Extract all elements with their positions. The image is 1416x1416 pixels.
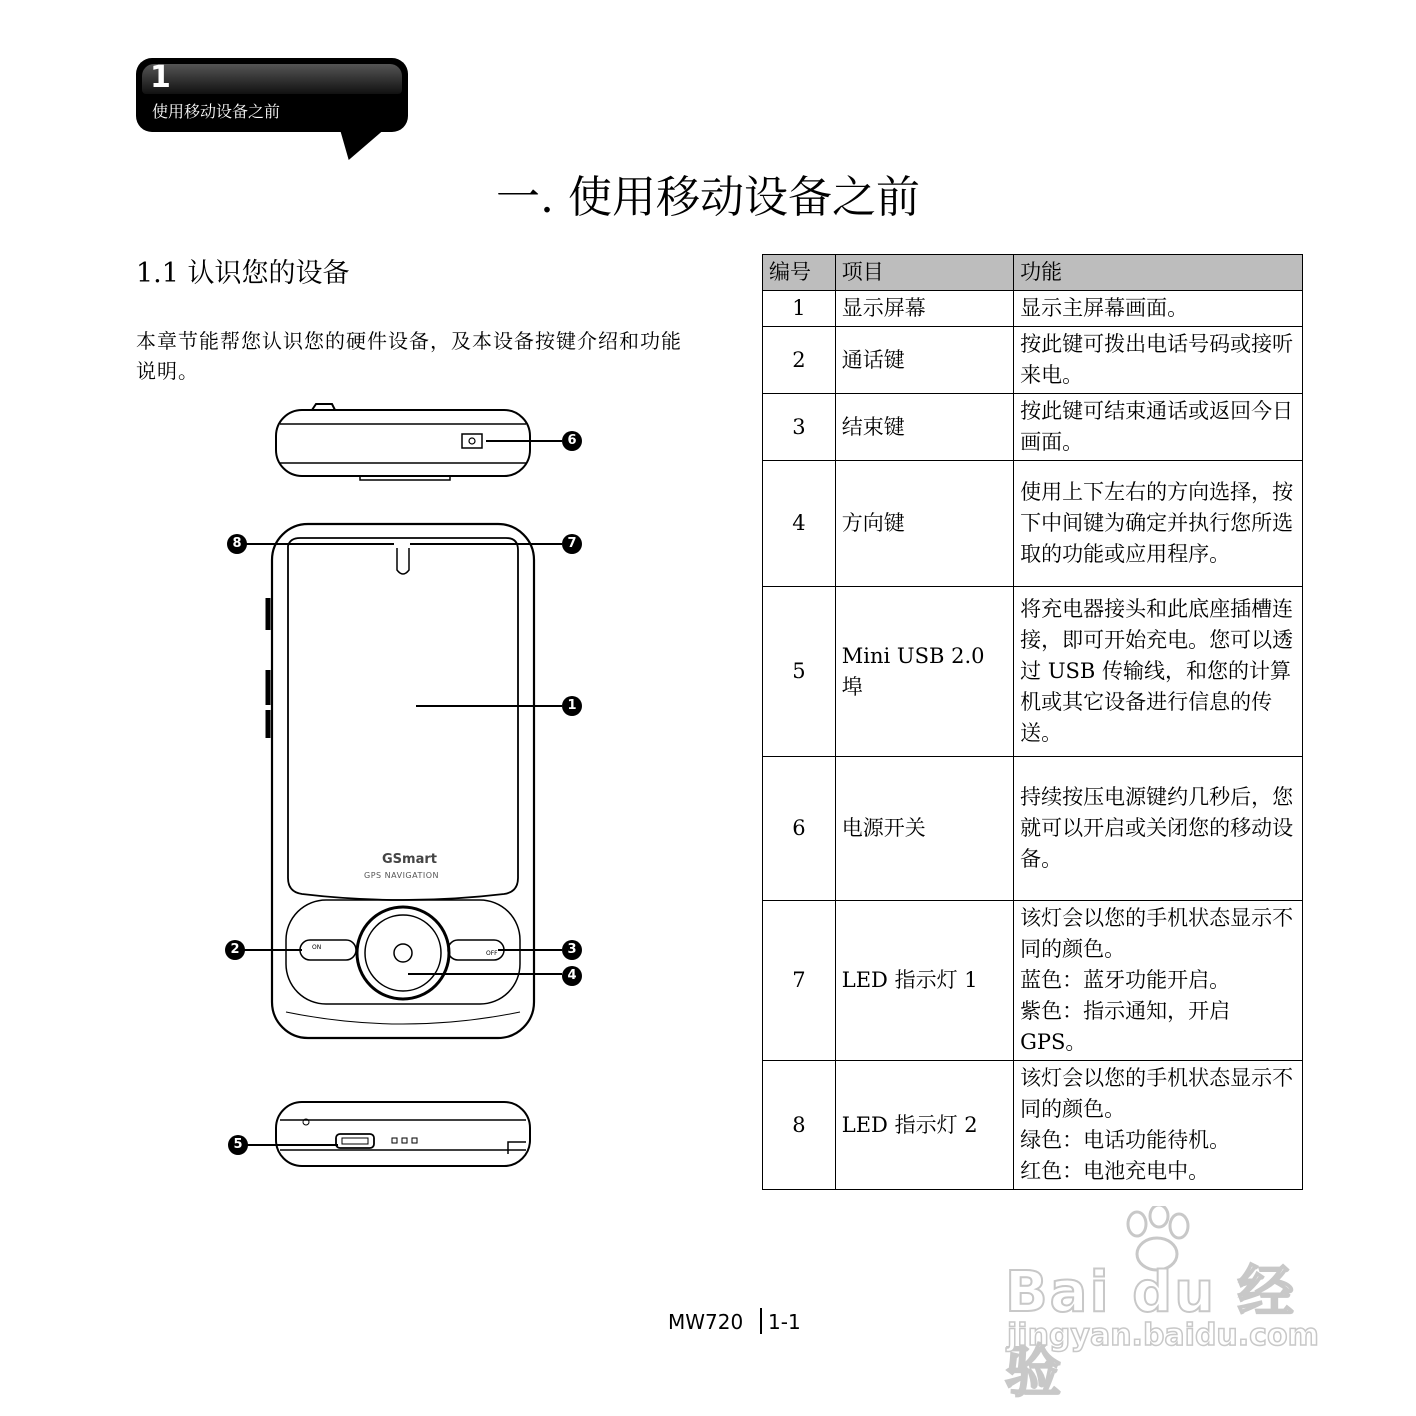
function-line: 该灯会以您的手机状态显示不同的颜色。 <box>1020 1066 1294 1121</box>
watermark-brand: Bai du 经验 <box>1005 1260 1296 1405</box>
function-line: 蓝色：蓝牙功能开启。 <box>1020 968 1231 992</box>
callout-badge-6: 6 <box>562 431 582 451</box>
table-row <box>763 1061 1303 1190</box>
device-bottom-view <box>276 1102 530 1166</box>
row-number: 7 <box>763 901 836 1061</box>
on-key-label: ON <box>312 944 322 951</box>
off-key-label: OFF <box>486 950 498 957</box>
callout-badge-8: 8 <box>227 534 247 554</box>
table-row <box>763 327 1303 394</box>
callout-badge-4: 4 <box>562 966 582 986</box>
row-function <box>1014 901 1303 1061</box>
callout-badge-2: 2 <box>225 940 245 960</box>
device-diagram <box>0 0 760 1200</box>
chapter-label: 使用移动设备之前 <box>152 102 281 121</box>
row-number: 8 <box>763 1061 836 1190</box>
row-item: LED 指示灯 2 <box>835 1061 1013 1190</box>
function-line: 紫色：指示通知，开启 GPS。 <box>1020 999 1231 1054</box>
leader-lines <box>244 441 562 1145</box>
callout-badge-1: 1 <box>562 696 582 716</box>
row-item: 方向键 <box>835 461 1013 587</box>
row-number: 6 <box>763 757 836 901</box>
callout-badge-3: 3 <box>562 940 582 960</box>
callout-badge-5: 5 <box>228 1135 248 1155</box>
baidu-watermark <box>1005 1206 1335 1405</box>
spec-table <box>762 254 1303 1190</box>
function-line: 红色：电池充电中。 <box>1020 1159 1210 1183</box>
device-brand: GSmart <box>382 852 437 867</box>
row-item: LED 指示灯 1 <box>835 901 1013 1061</box>
row-item: 通话键 <box>835 327 1013 394</box>
row-item: 电源开关 <box>835 757 1013 901</box>
row-function: 按此键可拨出电话号码或接听来电。 <box>1014 327 1303 394</box>
chapter-number: 1 <box>150 60 171 95</box>
page-title: 一. 使用移动设备之前 <box>496 172 920 223</box>
function-line: 绿色：电话功能待机。 <box>1020 1128 1231 1152</box>
function-line: 该灯会以您的手机状态显示不同的颜色。 <box>1020 906 1294 961</box>
device-brand-sub: GPS NAVIGATION <box>364 871 439 880</box>
row-number: 1 <box>763 291 836 327</box>
row-function: 显示主屏幕画面。 <box>1014 291 1303 327</box>
footer-divider <box>760 1308 762 1334</box>
row-function: 使用上下左右的方向选择，按下中间键为确定并执行您所选取的功能或应用程序。 <box>1014 461 1303 587</box>
header-item: 项目 <box>835 255 1013 291</box>
row-number: 3 <box>763 394 836 461</box>
table-row <box>763 394 1303 461</box>
row-function: 持续按压电源键约几秒后，您就可以开启或关闭您的移动设备。 <box>1014 757 1303 901</box>
table-row <box>763 901 1303 1061</box>
row-number: 5 <box>763 587 836 757</box>
intro-paragraph: 本章节能帮您认识您的硬件设备，及本设备按键介绍和功能说明。 <box>136 329 682 383</box>
row-item: 结束键 <box>835 394 1013 461</box>
callout-badge-7: 7 <box>562 534 582 554</box>
header-function: 功能 <box>1014 255 1303 291</box>
section-title: 1.1 认识您的设备 <box>136 258 350 289</box>
table-header-row <box>763 255 1303 291</box>
row-number: 4 <box>763 461 836 587</box>
row-function: 将充电器接头和此底座插槽连接，即可开始充电。您可以透过 USB 传输线，和您的计算机或其它设备进行信息的传送。 <box>1014 587 1303 757</box>
watermark-url: jingyan.baidu.com <box>1007 1318 1319 1353</box>
footer-model: MW720 <box>668 1310 744 1334</box>
row-function <box>1014 1061 1303 1190</box>
table-row <box>763 291 1303 327</box>
table-row <box>763 587 1303 757</box>
footer-page: 1-1 <box>768 1310 801 1334</box>
row-number: 2 <box>763 327 836 394</box>
table-row <box>763 461 1303 587</box>
device-front-view <box>268 524 534 1038</box>
header-number: 编号 <box>763 255 836 291</box>
row-function: 按此键可结束通话或返回今日画面。 <box>1014 394 1303 461</box>
table-row <box>763 757 1303 901</box>
row-item: 显示屏幕 <box>835 291 1013 327</box>
row-item: Mini USB 2.0 埠 <box>835 587 1013 757</box>
